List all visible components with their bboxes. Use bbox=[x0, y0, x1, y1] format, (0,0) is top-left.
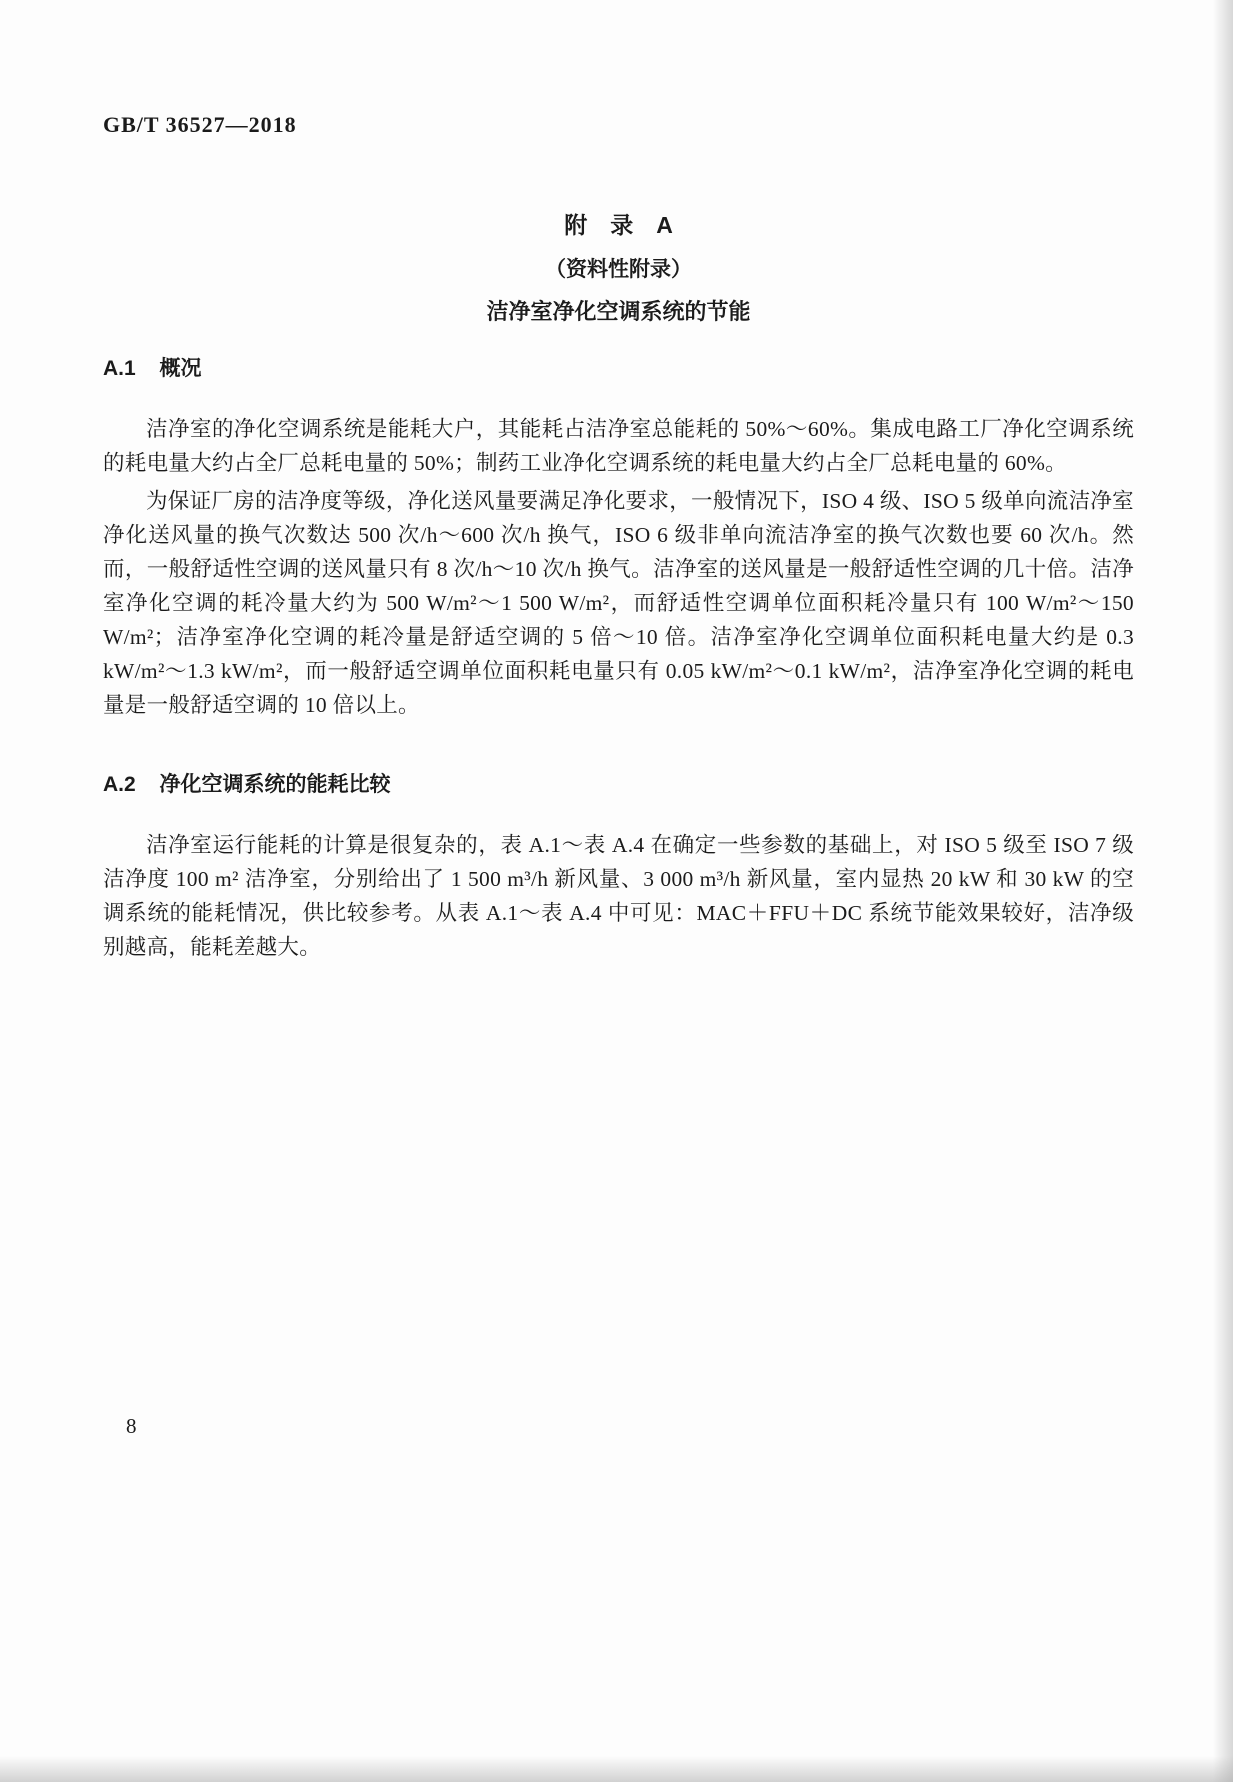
section-a2-paragraph-1: 洁净室运行能耗的计算是很复杂的，表 A.1～表 A.4 在确定一些参数的基础上，对 ISO 5 级至 ISO 7 级洁净度 100 m² 洁净室，分别给出了 1 500 m³/h 新风量、3 000 m³/h 新风量，室内显热 20 kW 和 30 kW 的空调系统的能耗情况，供比较参考。从表 A.1～表 A.4 中可见：MAC＋FFU＋DC 系统节能效果较好，洁净级别越高，能耗差越大。 bbox=[103, 833, 1134, 959]
appendix-name: 洁净室净化空调系统的节能 bbox=[486, 299, 751, 324]
scan-edge-bottom bbox=[0, 1756, 1233, 1782]
section-a2-title: 净化空调系统的能耗比较 bbox=[159, 773, 391, 796]
body-content bbox=[103, 352, 1134, 968]
appendix-title-block bbox=[103, 207, 1134, 326]
section-a1-number: A.1 bbox=[103, 357, 136, 380]
section-a2-heading bbox=[103, 768, 1134, 798]
standard-number: GB/T 36527—2018 bbox=[103, 112, 297, 137]
appendix-title: 附 录 A bbox=[564, 212, 673, 238]
section-a1-paragraph-1: 洁净室的净化空调系统是能耗大户，其能耗占洁净室总能耗的 50%～60%。集成电路工厂净化空调系统的耗电量大约占全厂总耗电量的 50%；制药工业净化空调系统的耗电量大约占全厂总耗电量的 60%。 bbox=[103, 417, 1134, 475]
scan-edge-right bbox=[1213, 0, 1233, 1782]
section-a1-title: 概况 bbox=[159, 357, 202, 380]
section-a2-number: A.2 bbox=[103, 773, 136, 796]
appendix-subtitle: （资料性附录） bbox=[545, 258, 692, 281]
section-a1-heading bbox=[103, 352, 1134, 382]
page-number: 8 bbox=[126, 1414, 137, 1438]
section-a1-paragraph-2: 为保证厂房的洁净度等级，净化送风量要满足净化要求，一般情况下，ISO 4 级、ISO 5 级单向流洁净室净化送风量的换气次数达 500 次/h～600 次/h 换气，ISO 6 级非单向流洁净室的换气次数也要 60 次/h。然而，一般舒适性空调的送风量只有 8 次/h～10 次/h 换气。洁净室的送风量是一般舒适性空调的几十倍。洁净室净化空调的耗冷量大约为 500 W/m²～1 500 W/m²，而舒适性空调单位面积耗冷量只有 100 W/m²～150 W/m²；洁净室净化空调的耗冷量是舒适空调的 5 倍～10 倍。洁净室净化空调单位面积耗电量大约是 0.3 kW/m²～1.3 kW/m²，而一般舒适空调单位面积耗电量只有 0.05 kW/m²～0.1 kW/m²，洁净室净化空调的耗电量是一般舒适空调的 10 倍以上。 bbox=[103, 489, 1134, 717]
